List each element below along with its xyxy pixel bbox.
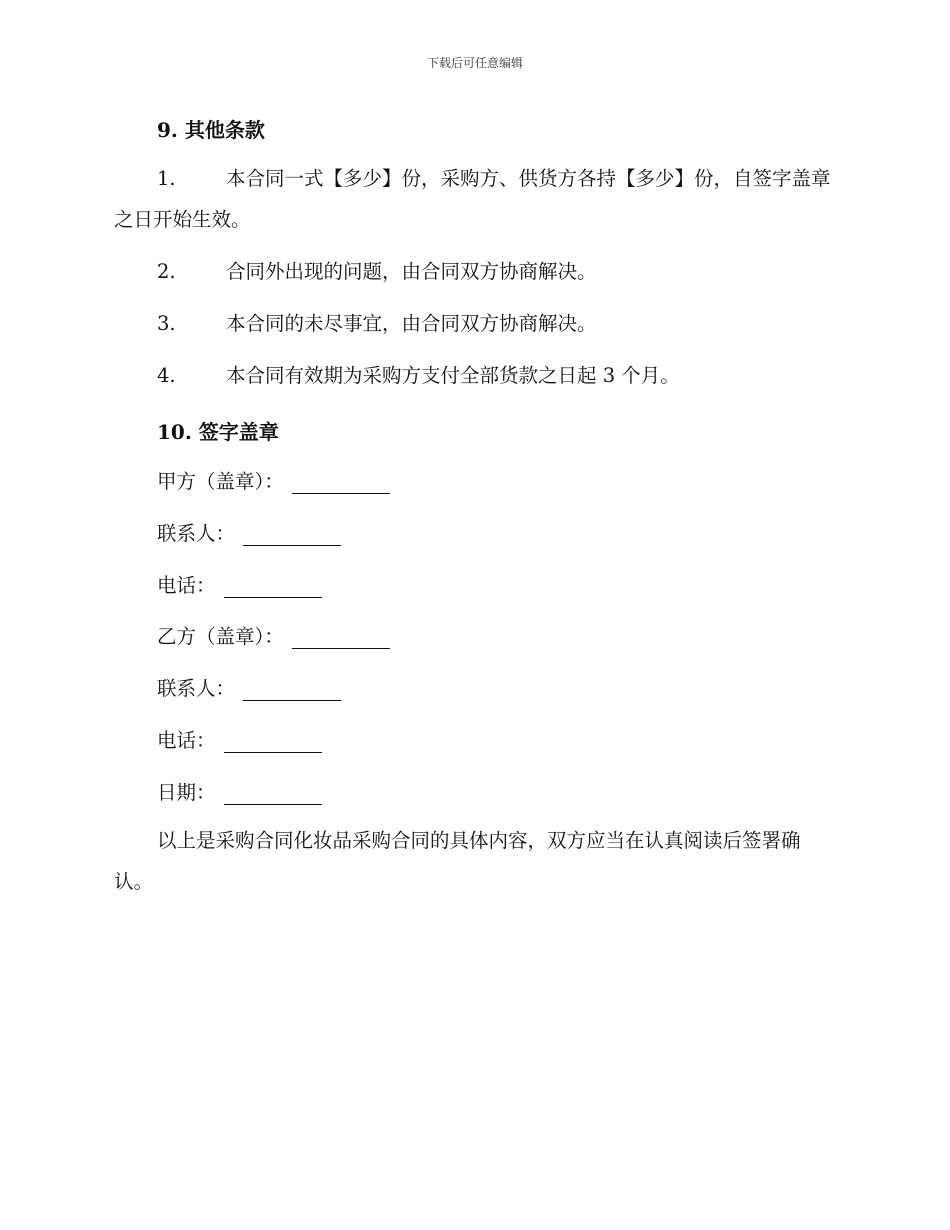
clause-item-3	[114, 303, 834, 344]
clause-item-2	[114, 251, 834, 292]
party-b-contact-field	[157, 673, 341, 701]
signature-blank-line[interactable]	[243, 679, 341, 701]
clause-number: 4.	[157, 364, 176, 387]
clause-number: 1.	[157, 167, 176, 190]
signature-blank-line[interactable]	[224, 576, 322, 598]
party-a-seal-field	[157, 466, 390, 494]
field-label: 联系人：	[157, 677, 236, 700]
field-label: 联系人：	[157, 522, 236, 545]
clause-text: 合同外出现的问题，由合同双方协商解决。	[226, 260, 597, 283]
party-a-contact-field	[157, 518, 341, 546]
closing-paragraph: 以上是采购合同化妆品采购合同的具体内容，双方应当在认真阅读后签署确认。	[114, 829, 801, 893]
clause-text: 本合同的未尽事宜，由合同双方协商解决。	[226, 312, 597, 335]
clause-text: 本合同有效期为采购方支付全部货款之日起 3 个月。	[226, 364, 680, 387]
section-9-heading: 9. 其他条款	[157, 118, 265, 142]
party-b-seal-field	[157, 621, 390, 649]
clause-number: 2.	[157, 260, 176, 283]
field-label: 日期：	[157, 781, 216, 804]
signature-blank-line[interactable]	[224, 783, 322, 805]
party-b-phone-field	[157, 725, 322, 753]
clause-item-1	[114, 158, 834, 240]
page-header-note: 下载后可任意编辑	[426, 56, 523, 70]
signature-blank-line[interactable]	[243, 524, 341, 546]
signature-blank-line[interactable]	[292, 627, 390, 649]
signature-blank-line[interactable]	[224, 731, 322, 753]
party-a-phone-field	[157, 570, 322, 598]
field-label: 甲方（盖章）：	[157, 470, 284, 493]
clause-number: 3.	[157, 312, 176, 335]
field-label: 电话：	[157, 729, 216, 752]
clause-item-4	[114, 355, 834, 396]
field-label: 电话：	[157, 574, 216, 597]
date-field	[157, 777, 322, 805]
signature-blank-line[interactable]	[292, 472, 390, 494]
clause-text: 本合同一式【多少】份，采购方、供货方各持【多少】份，自签字盖章之日开始生效。	[114, 167, 831, 231]
field-label: 乙方（盖章）：	[157, 625, 284, 648]
section-10-heading: 10. 签字盖章	[157, 420, 279, 444]
